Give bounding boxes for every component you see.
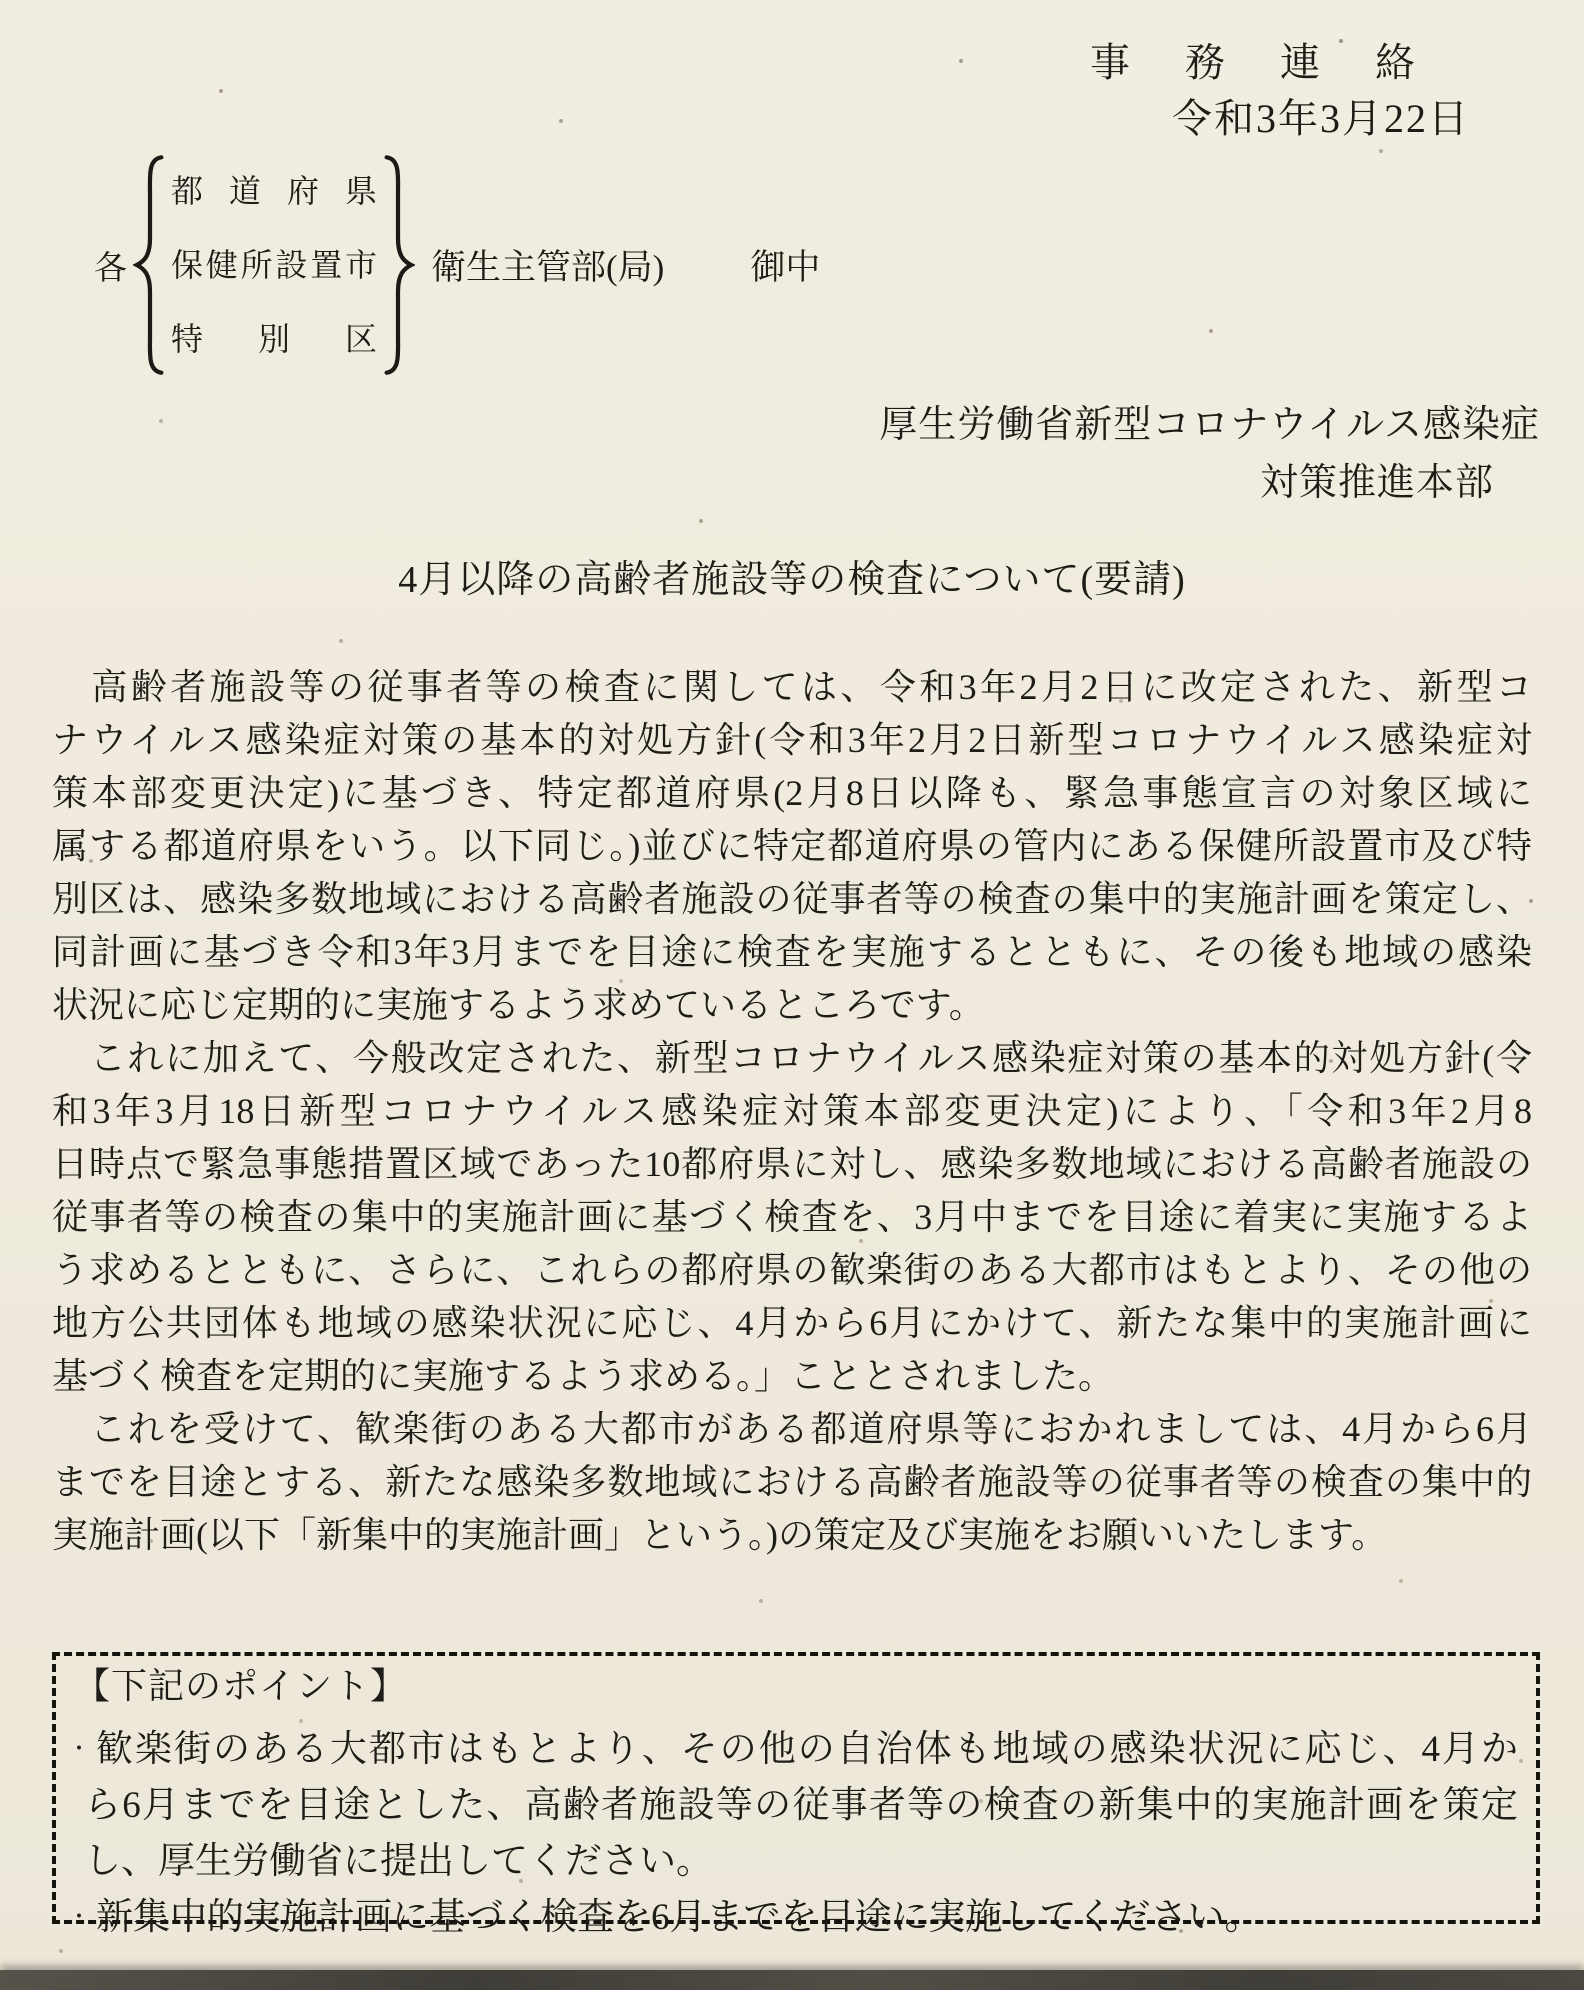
- bullet-dot-icon: ・: [68, 1904, 91, 1929]
- points-bullet-2: [68, 1890, 1518, 1946]
- paragraph-1: 高齢者施設等の従事者等の検査に関しては、令和3年2月2日に改定された、新型コ ナウイルス感染症対策の基本的対処方針(令和3年2月2日新型コロナウイルス感染症対 策本部変更決定)に基づき、特定都道府県(2月8日以降も、緊急事態宣言の対象区域に 属する都道府県をいう。以下同じ。)並びに特定都道府県の管内にある保健所設置市及び特 別区は、感染多数地域における高齢者施設の従事者等の検査の集中的実施計画を策定し、 同計画に基づき令和3年3月までを目途に検査を実施するとともに、その後も地域の感染 状況に応じ定期的に実施するよう求めているところです。: [52, 667, 1532, 1025]
- addressee-item-health-center-cities: 保健所設置市: [171, 247, 377, 283]
- addressee-department: 衛生主管部(局): [431, 248, 665, 287]
- paragraph-2: これに加えて、今般改定された、新型コロナウイルス感染症対策の基本的対処方針(令 和3年3月18日新型コロナウイルス感染症対策本部変更決定)により、「令和3年2月8 日時点で緊急事態措置区域であった10都府県に対し、感染多数地域における高齢者施設の 従事者等の検査の集中的実施計画に基づく検査を、3月中までを目途に着実に実施するよ う求めるとともに、さらに、これらの都府県の歓楽街のある大都市はもとより、その他の 地方公共団体も地域の感染状況に応じ、4月から6月にかけて、新たな集中的実施計画に 基づく検査を定期的に実施するよう求める。」こととされました。: [52, 1038, 1532, 1396]
- points-bullet-2-text: 新集中的実施計画に基づく検査を6月までを目途に実施してください。: [96, 1897, 1262, 1938]
- doc-type-label: 事務連絡: [1090, 40, 1470, 85]
- addressee-honorific: 御中: [750, 248, 821, 287]
- points-bullet-1-text: 歓楽街のある大都市はもとより、その他の自治体も地域の感染状況に応じ、4月か ら6月までを目途とした、高齢者施設等の従事者等の検査の新集中的実施計画を策定 し、厚生労働省に提出してください。: [84, 1729, 1518, 1882]
- points-bullet-1: [68, 1722, 1518, 1890]
- scan-noise-speckles: [0, 0, 2, 2]
- addressee-item-special-wards: 特別区: [171, 321, 377, 357]
- left-brace-icon: [133, 146, 167, 384]
- points-box: [52, 1652, 1540, 1938]
- sender-block: [879, 396, 1540, 512]
- document-title: 4月以降の高齢者施設等の検査について(要請): [398, 559, 1186, 601]
- document-header: [1090, 40, 1470, 142]
- addressee-prefix: 各: [94, 250, 127, 287]
- addressee-item-prefectures: 都道府県: [171, 173, 377, 209]
- document-date: 令和3年3月22日: [1172, 96, 1470, 141]
- scan-edge-shadow: [0, 1970, 1584, 1990]
- bullet-dot-icon: ・: [68, 1736, 91, 1761]
- right-brace-icon: [381, 146, 415, 384]
- paragraph-3: これを受けて、歓楽街のある大都市がある都道府県等におかれましては、4月から6月 までを目途とする、新たな感染多数地域における高齢者施設等の従事者等の検査の集中的 実施計画(以下「新集中的実施計画」という。)の策定及び実施をお願いいたします。: [52, 1409, 1532, 1555]
- body-text: [52, 661, 1532, 1562]
- points-box-heading: 【下記のポイント】: [74, 1666, 408, 1706]
- addressee-block: [94, 146, 820, 384]
- addressee-item-list: [171, 154, 377, 376]
- sender-organization: 厚生労働省新型コロナウイルス感染症: [879, 404, 1540, 446]
- sender-division: 対策推進本部: [1259, 462, 1494, 504]
